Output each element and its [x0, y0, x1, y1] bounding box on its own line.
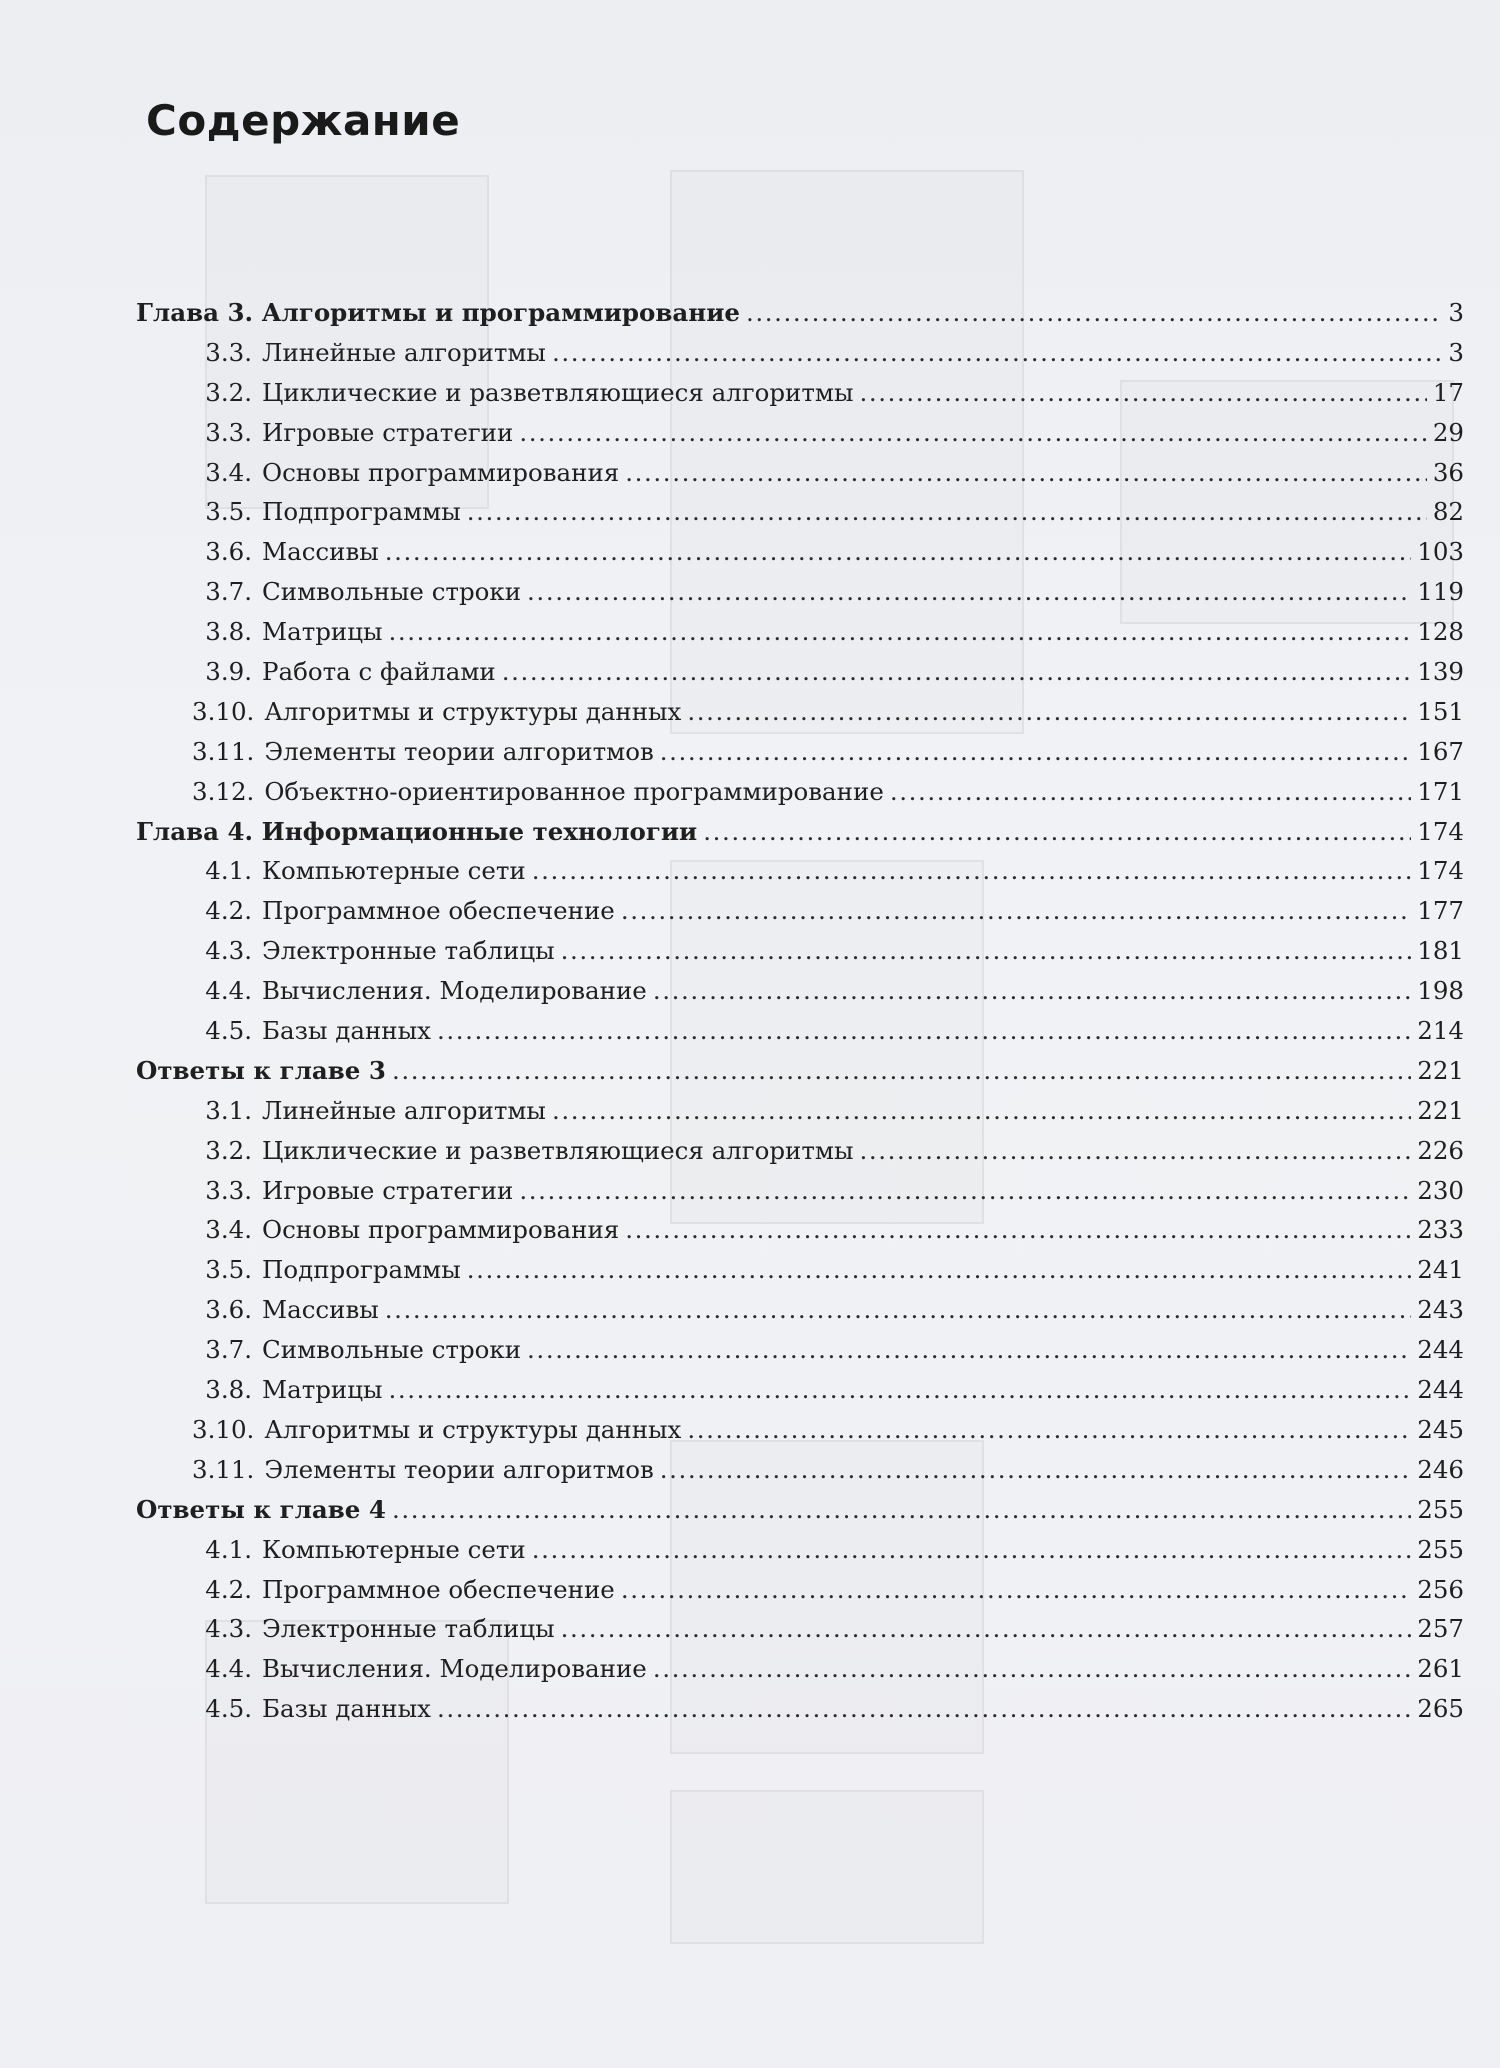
section-number: 4.2.: [205, 896, 252, 926]
dot-leader: [746, 293, 1442, 333]
section-title: Компьютерные сети: [262, 1534, 526, 1564]
entry-title: [136, 931, 555, 971]
entry-title: [136, 373, 853, 413]
toc-section-entry: [136, 453, 1464, 493]
section-number: 3.2.: [205, 1135, 252, 1165]
entry-title: [136, 1530, 526, 1570]
entry-title: [136, 413, 513, 453]
toc-chapter-entry: [136, 812, 1464, 852]
dot-leader: [437, 1011, 1411, 1051]
dot-leader: [527, 1330, 1411, 1370]
toc-section-entry: [136, 971, 1464, 1011]
dot-leader: [385, 1290, 1411, 1330]
page-number: 255: [1417, 1534, 1464, 1564]
section-title: Программное обеспечение: [262, 896, 615, 926]
section-title: Программное обеспечение: [262, 1574, 615, 1604]
section-title: Символьные строки: [262, 577, 522, 607]
section-title: Циклические и разветвляющиеся алгоритмы: [262, 377, 854, 407]
dot-leader: [437, 1689, 1411, 1729]
dot-leader: [392, 1051, 1411, 1091]
page-number: 233: [1417, 1215, 1464, 1245]
toc-section-entry: [136, 1609, 1464, 1649]
page-number: 255: [1417, 1494, 1464, 1524]
section-title: Линейные алгоритмы: [262, 337, 546, 367]
section-number: 3.12.: [192, 776, 255, 806]
toc-section-entry: [136, 931, 1464, 971]
page-number: 244: [1417, 1335, 1464, 1365]
section-number: 3.9.: [205, 657, 252, 687]
dot-leader: [467, 1250, 1412, 1290]
entry-title: [136, 1210, 619, 1250]
entry-title: Ответы к главе 4: [136, 1494, 386, 1524]
section-number: 3.3.: [205, 337, 252, 367]
section-title: Подпрограммы: [262, 497, 461, 527]
entry-title: [136, 1171, 513, 1211]
section-title: Электронные таблицы: [262, 1614, 555, 1644]
entry-title: Глава 4. Информационные технологии: [136, 816, 698, 846]
dot-leader: [625, 1210, 1411, 1250]
page-title: Содержание: [146, 96, 461, 145]
section-number: 3.7.: [205, 1335, 252, 1365]
toc-section-entry: [136, 1370, 1464, 1410]
section-title: Элементы теории алгоритмов: [264, 1454, 654, 1484]
page-number: 265: [1417, 1694, 1464, 1724]
entry-title: [136, 1011, 431, 1051]
entry-title: [136, 692, 681, 732]
entry-title: [136, 612, 383, 652]
section-title: Работа с файлами: [262, 657, 496, 687]
section-number: 4.5.: [205, 1694, 252, 1724]
section-number: 3.5.: [205, 497, 252, 527]
toc-section-entry: [136, 1450, 1464, 1490]
toc-section-entry: [136, 1649, 1464, 1689]
page-number: 177: [1417, 896, 1464, 926]
page-number: 214: [1417, 1016, 1464, 1046]
entry-title: [136, 1410, 681, 1450]
dot-leader: [519, 1171, 1411, 1211]
page-number: 256: [1417, 1574, 1464, 1604]
section-number: 3.10.: [192, 1414, 255, 1444]
dot-leader: [561, 931, 1412, 971]
toc-chapter-entry: [136, 1051, 1464, 1091]
section-title: Циклические и разветвляющиеся алгоритмы: [262, 1135, 854, 1165]
page-number: 151: [1417, 696, 1464, 726]
toc-section-entry: [136, 572, 1464, 612]
entry-title: [136, 453, 619, 493]
toc-section-entry: [136, 891, 1464, 931]
section-number: 3.3.: [205, 417, 252, 447]
dot-leader: [552, 333, 1442, 373]
section-number: 3.6.: [205, 537, 252, 567]
dot-leader: [687, 1410, 1411, 1450]
toc-section-entry: [136, 1410, 1464, 1450]
section-number: 4.1.: [205, 856, 252, 886]
section-title: Компьютерные сети: [262, 856, 526, 886]
dot-leader: [532, 851, 1412, 891]
entry-title: [136, 851, 526, 891]
dot-leader: [687, 692, 1411, 732]
page-number: 198: [1417, 976, 1464, 1006]
entry-title: [136, 532, 379, 572]
section-title: Линейные алгоритмы: [262, 1095, 546, 1125]
dot-leader: [389, 612, 1412, 652]
bleed-through-table: [670, 1790, 984, 1944]
section-number: 4.5.: [205, 1016, 252, 1046]
toc-section-entry: [136, 1011, 1464, 1051]
toc-section-entry: [136, 1570, 1464, 1610]
dot-leader: [653, 971, 1411, 1011]
entry-title: [136, 652, 496, 692]
toc-section-entry: [136, 1530, 1464, 1570]
page-number: 181: [1417, 936, 1464, 966]
page-number: 17: [1432, 377, 1464, 407]
entry-title: [136, 732, 654, 772]
section-title: Элементы теории алгоритмов: [264, 736, 654, 766]
entry-title: [136, 1609, 555, 1649]
toc-section-entry: [136, 1131, 1464, 1171]
toc-section-entry: [136, 333, 1464, 373]
section-title: Основы программирования: [262, 1215, 620, 1245]
entry-title: [136, 492, 461, 532]
page-number: 174: [1417, 856, 1464, 886]
section-title: Символьные строки: [262, 1335, 522, 1365]
page-number: 3: [1448, 298, 1464, 327]
dot-leader: [392, 1490, 1411, 1530]
section-number: 3.1.: [205, 1095, 252, 1125]
section-title: Базы данных: [262, 1016, 431, 1046]
page-number: 128: [1417, 617, 1464, 647]
page-number: 221: [1417, 1095, 1464, 1125]
entry-title: [136, 1450, 654, 1490]
section-number: 4.4.: [205, 976, 252, 1006]
page-number: 171: [1417, 776, 1464, 806]
toc-section-entry: [136, 1210, 1464, 1250]
entry-title: [136, 1689, 431, 1729]
entry-title: [136, 971, 647, 1011]
section-number: 3.3.: [205, 1175, 252, 1205]
page-number: 82: [1432, 497, 1464, 527]
dot-leader: [660, 1450, 1411, 1490]
toc-section-entry: [136, 732, 1464, 772]
entry-title: [136, 1570, 615, 1610]
page-number: 36: [1432, 457, 1464, 487]
toc-section-entry: [136, 1330, 1464, 1370]
section-title: Базы данных: [262, 1694, 431, 1724]
dot-leader: [890, 772, 1411, 812]
dot-leader: [625, 453, 1427, 493]
section-title: Матрицы: [262, 1375, 383, 1405]
page-number: 103: [1417, 537, 1464, 567]
section-number: 4.4.: [205, 1654, 252, 1684]
page-number: 244: [1417, 1375, 1464, 1405]
section-number: 3.11.: [192, 736, 255, 766]
section-number: 3.11.: [192, 1454, 255, 1484]
entry-title: [136, 1649, 647, 1689]
dot-leader: [389, 1370, 1412, 1410]
toc-section-entry: [136, 1091, 1464, 1131]
section-number: 3.2.: [205, 377, 252, 407]
section-title: Объектно-ориентированное программирование: [264, 776, 884, 806]
page-number: 3: [1448, 337, 1464, 367]
section-number: 3.6.: [205, 1295, 252, 1325]
toc-chapter-entry: [136, 1490, 1464, 1530]
toc-section-entry: [136, 851, 1464, 891]
section-number: 3.8.: [205, 1375, 252, 1405]
entry-title: [136, 1330, 521, 1370]
section-title: Алгоритмы и структуры данных: [264, 696, 682, 726]
toc-section-entry: [136, 1290, 1464, 1330]
entry-title: [136, 572, 521, 612]
dot-leader: [467, 492, 1427, 532]
section-title: Массивы: [262, 1295, 379, 1325]
entry-title: [136, 772, 884, 812]
toc-section-entry: [136, 373, 1464, 413]
page-number: 241: [1417, 1255, 1464, 1285]
entry-title: [136, 1250, 461, 1290]
section-number: 3.7.: [205, 577, 252, 607]
toc-section-entry: [136, 612, 1464, 652]
entry-title: Ответы к главе 3: [136, 1055, 386, 1085]
section-number: 3.4.: [205, 457, 252, 487]
page-number: 226: [1417, 1135, 1464, 1165]
page-number: 139: [1417, 657, 1464, 687]
toc-section-entry: [136, 652, 1464, 692]
section-number: 4.3.: [205, 936, 252, 966]
dot-leader: [621, 1570, 1411, 1610]
page-number: 119: [1417, 577, 1464, 607]
section-number: 3.4.: [205, 1215, 252, 1245]
dot-leader: [621, 891, 1411, 931]
section-title: Вычисления. Моделирование: [262, 976, 647, 1006]
section-number: 3.10.: [192, 696, 255, 726]
dot-leader: [561, 1609, 1412, 1649]
toc-chapter-entry: [136, 293, 1464, 333]
entry-title: [136, 333, 546, 373]
entry-title: [136, 1290, 379, 1330]
entry-title: [136, 891, 615, 931]
page-number: 167: [1417, 736, 1464, 766]
page-number: 261: [1417, 1654, 1464, 1684]
entry-title: [136, 1370, 383, 1410]
toc-section-entry: [136, 1250, 1464, 1290]
toc-section-entry: [136, 532, 1464, 572]
section-title: Алгоритмы и структуры данных: [264, 1414, 682, 1444]
dot-leader: [385, 532, 1411, 572]
section-number: 4.1.: [205, 1534, 252, 1564]
section-title: Игровые стратегии: [262, 1175, 514, 1205]
section-title: Матрицы: [262, 617, 383, 647]
dot-leader: [527, 572, 1411, 612]
page-number: 246: [1417, 1454, 1464, 1484]
section-number: 4.3.: [205, 1614, 252, 1644]
dot-leader: [703, 812, 1411, 852]
section-number: 4.2.: [205, 1574, 252, 1604]
dot-leader: [660, 732, 1411, 772]
toc-section-entry: [136, 413, 1464, 453]
section-title: Основы программирования: [262, 457, 620, 487]
section-title: Электронные таблицы: [262, 936, 555, 966]
page-number: 230: [1417, 1175, 1464, 1205]
section-title: Вычисления. Моделирование: [262, 1654, 647, 1684]
dot-leader: [519, 413, 1426, 453]
dot-leader: [859, 373, 1426, 413]
dot-leader: [532, 1530, 1412, 1570]
entry-title: [136, 1131, 853, 1171]
section-number: 3.8.: [205, 617, 252, 647]
toc-section-entry: [136, 1171, 1464, 1211]
page-number: 257: [1417, 1614, 1464, 1644]
section-title: Игровые стратегии: [262, 417, 514, 447]
section-number: 3.5.: [205, 1255, 252, 1285]
page-number: 174: [1417, 816, 1464, 846]
dot-leader: [502, 652, 1412, 692]
page-number: 29: [1432, 417, 1464, 447]
toc-section-entry: [136, 492, 1464, 532]
toc-section-entry: [136, 772, 1464, 812]
toc-section-entry: [136, 692, 1464, 732]
page-number: 243: [1417, 1295, 1464, 1325]
dot-leader: [552, 1091, 1411, 1131]
section-title: Подпрограммы: [262, 1255, 461, 1285]
dot-leader: [653, 1649, 1411, 1689]
section-title: Массивы: [262, 537, 379, 567]
dot-leader: [859, 1131, 1411, 1171]
toc-section-entry: [136, 1689, 1464, 1729]
page-number: 245: [1417, 1414, 1464, 1444]
page-number: 221: [1417, 1055, 1464, 1085]
entry-title: [136, 1091, 546, 1131]
entry-title: Глава 3. Алгоритмы и программирование: [136, 298, 740, 327]
table-of-contents: [136, 293, 1464, 1729]
